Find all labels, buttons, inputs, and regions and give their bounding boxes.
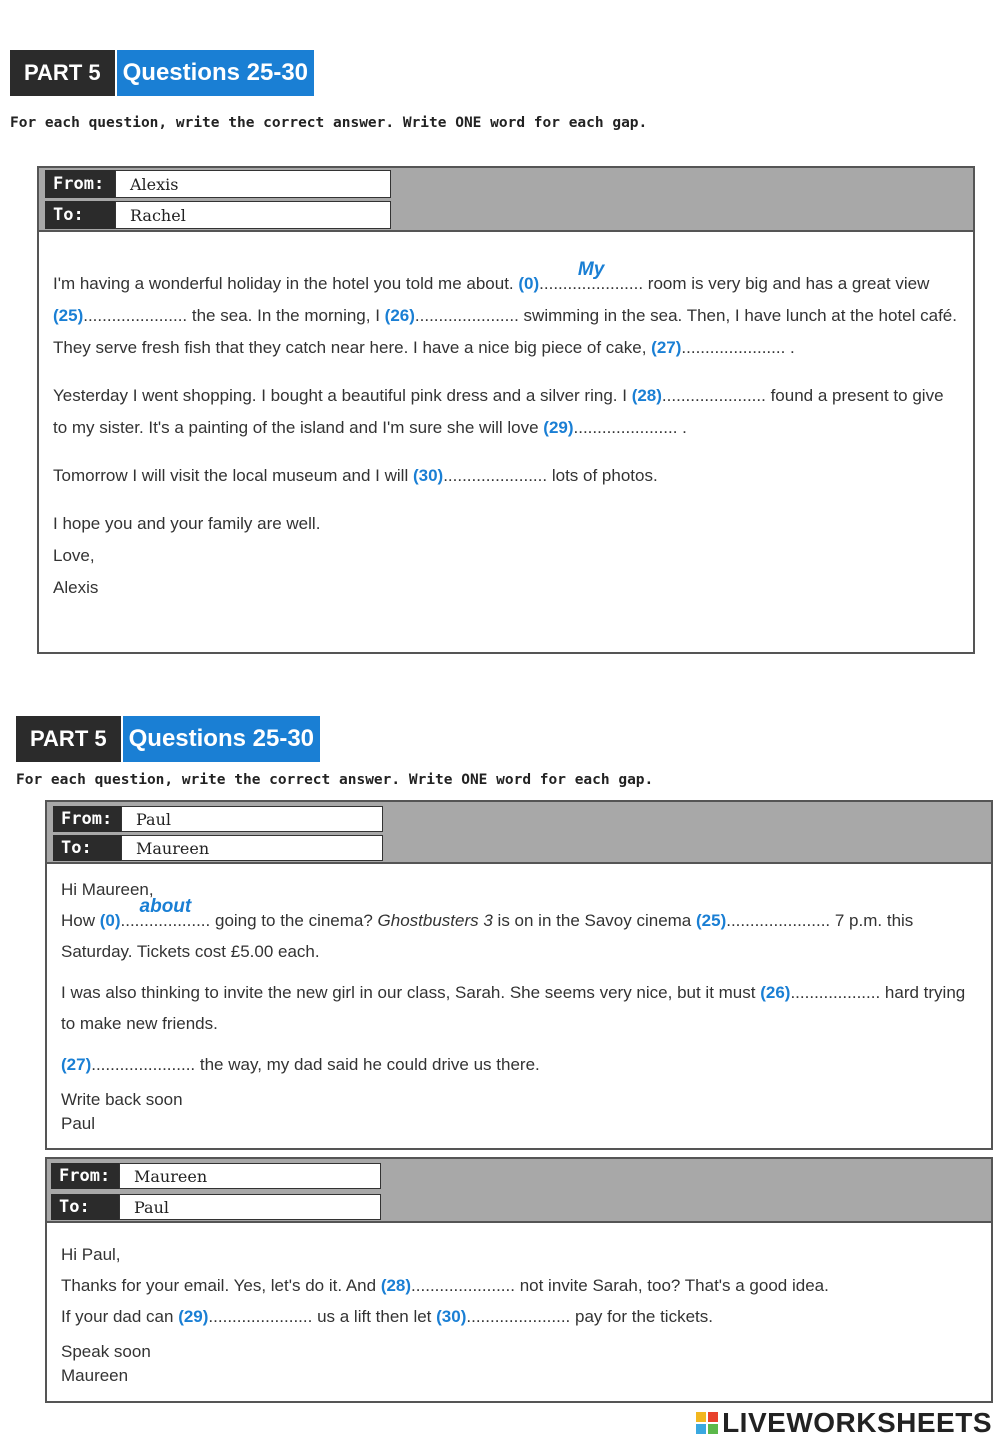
email-header: [39, 168, 973, 232]
gap-26-blank[interactable]: ......................: [414, 306, 519, 325]
part-label: PART 5: [10, 50, 115, 96]
paragraph: I'm having a wonderful holiday in the hotel you told me about. (0)...................... My room is very big and has a great view (25)...................... the sea. In the morning, I (26)...................... swimming in the sea. Then, I have lunch at the hotel café. They serve fresh fish that they catch near here. I have a nice big piece of cake, (27)...................... .: [53, 259, 957, 357]
from-value: Maureen: [119, 1163, 381, 1189]
gap-25-blank[interactable]: ......................: [83, 306, 188, 325]
gap-27: (27): [651, 338, 682, 357]
paragraph: Yesterday I went shopping. I bought a beautiful pink dress and a silver ring. I (28)...................... found a present to give to my sister. It's a painting of the island and I'm sure she will love (29)...................... .: [53, 386, 944, 437]
gap-26-blank[interactable]: ...................: [790, 983, 881, 1002]
closing: Write back soon: [61, 1090, 183, 1109]
email-body: [47, 1223, 991, 1388]
email-maureen: [45, 1157, 993, 1403]
paragraph: Thanks for your email. Yes, let's do it. And (28)...................... not invite Sarah, too? That's a good idea.: [61, 1276, 829, 1295]
answer-0: ................... about: [120, 896, 211, 930]
gap-29-blank[interactable]: ......................: [573, 418, 678, 437]
email-alexis: [37, 166, 975, 654]
from-label: From:: [45, 170, 115, 198]
signature: Maureen: [61, 1366, 129, 1385]
from-value: Paul: [121, 806, 383, 832]
paragraph: I hope you and your family are well.: [53, 514, 321, 533]
email-body: [47, 864, 991, 1136]
instruction: For each question, write the correct answer. Write ONE word for each gap.: [16, 772, 654, 788]
email-header: [47, 802, 991, 864]
gap-30: (30): [412, 466, 444, 485]
logo-text: LIVEWORKSHEETS: [722, 1407, 992, 1438]
greeting: Hi Maureen,: [61, 880, 154, 899]
gap-29-blank[interactable]: ......................: [208, 1307, 313, 1326]
to-label: To:: [53, 835, 121, 861]
gap-26: (26): [760, 983, 791, 1002]
to-value: Rachel: [115, 201, 391, 229]
to-label: To:: [45, 201, 115, 229]
gap-28: (28): [631, 386, 662, 405]
questions-label: Questions 25-30: [117, 50, 314, 96]
logo-square: [708, 1412, 718, 1422]
email-header: [47, 1159, 991, 1223]
closing: Speak soon: [61, 1342, 151, 1361]
part1-header: [10, 50, 314, 96]
logo-square: [708, 1424, 718, 1434]
signature: Alexis: [53, 578, 99, 597]
part-label: PART 5: [16, 716, 121, 762]
to-value: Maureen: [121, 835, 383, 861]
email-paul: [45, 800, 993, 1150]
from-label: From:: [53, 806, 121, 832]
gap-28: (28): [380, 1276, 412, 1295]
gap-27-blank[interactable]: ......................: [681, 338, 786, 357]
gap-29: (29): [543, 418, 574, 437]
from-value: Alexis: [115, 170, 391, 198]
questions-label: Questions 25-30: [123, 716, 320, 762]
part2-header: [16, 716, 320, 762]
gap-30-blank[interactable]: ......................: [466, 1307, 571, 1326]
paragraph: If your dad can (29)...................... us a lift then let (30)...................... pay for the tickets.: [61, 1307, 713, 1326]
gap-25: (25): [696, 911, 727, 930]
gap-0: (0): [99, 911, 121, 930]
paragraph: (27)...................... the way, my dad said he could drive us there.: [61, 1055, 540, 1074]
gap-27: (27): [61, 1055, 92, 1074]
gap-0: (0): [518, 274, 540, 293]
gap-25-blank[interactable]: ......................: [726, 911, 831, 930]
liveworksheets-logo[interactable]: [696, 1407, 992, 1439]
logo-square: [696, 1412, 706, 1422]
paragraph: I was also thinking to invite the new girl in our class, Sarah. She seems very nice, but it must (26)................... hard trying to make new friends.: [61, 983, 966, 1033]
to-label: To:: [51, 1194, 119, 1220]
gap-30-blank[interactable]: ......................: [443, 466, 548, 485]
greeting: Hi Paul,: [61, 1245, 121, 1264]
gap-25: (25): [53, 306, 84, 325]
answer-0: ...................... My: [539, 259, 644, 293]
instruction: For each question, write the correct answer. Write ONE word for each gap.: [10, 115, 648, 131]
gap-27-blank[interactable]: ......................: [91, 1055, 196, 1074]
gap-29: (29): [178, 1307, 209, 1326]
paragraph: Tomorrow I will visit the local museum and I will (30)...................... lots of photos.: [53, 466, 658, 485]
gap-28-blank[interactable]: ......................: [661, 386, 766, 405]
logo-icon: [696, 1412, 718, 1434]
email-body: [39, 232, 973, 604]
from-label: From:: [51, 1163, 119, 1189]
gap-26: (26): [384, 306, 415, 325]
gap-28-blank[interactable]: ......................: [411, 1276, 515, 1295]
signature: Paul: [61, 1114, 96, 1133]
gap-30: (30): [436, 1307, 467, 1326]
logo-square: [696, 1424, 706, 1434]
closing: Love,: [53, 546, 95, 565]
paragraph: How (0)................... about going to the cinema? Ghostbusters 3 is on in the Savoy cinema (25)...................... 7 p.m. this Saturday. Tickets cost £5.00 each.: [61, 896, 914, 961]
to-value: Paul: [119, 1194, 381, 1220]
